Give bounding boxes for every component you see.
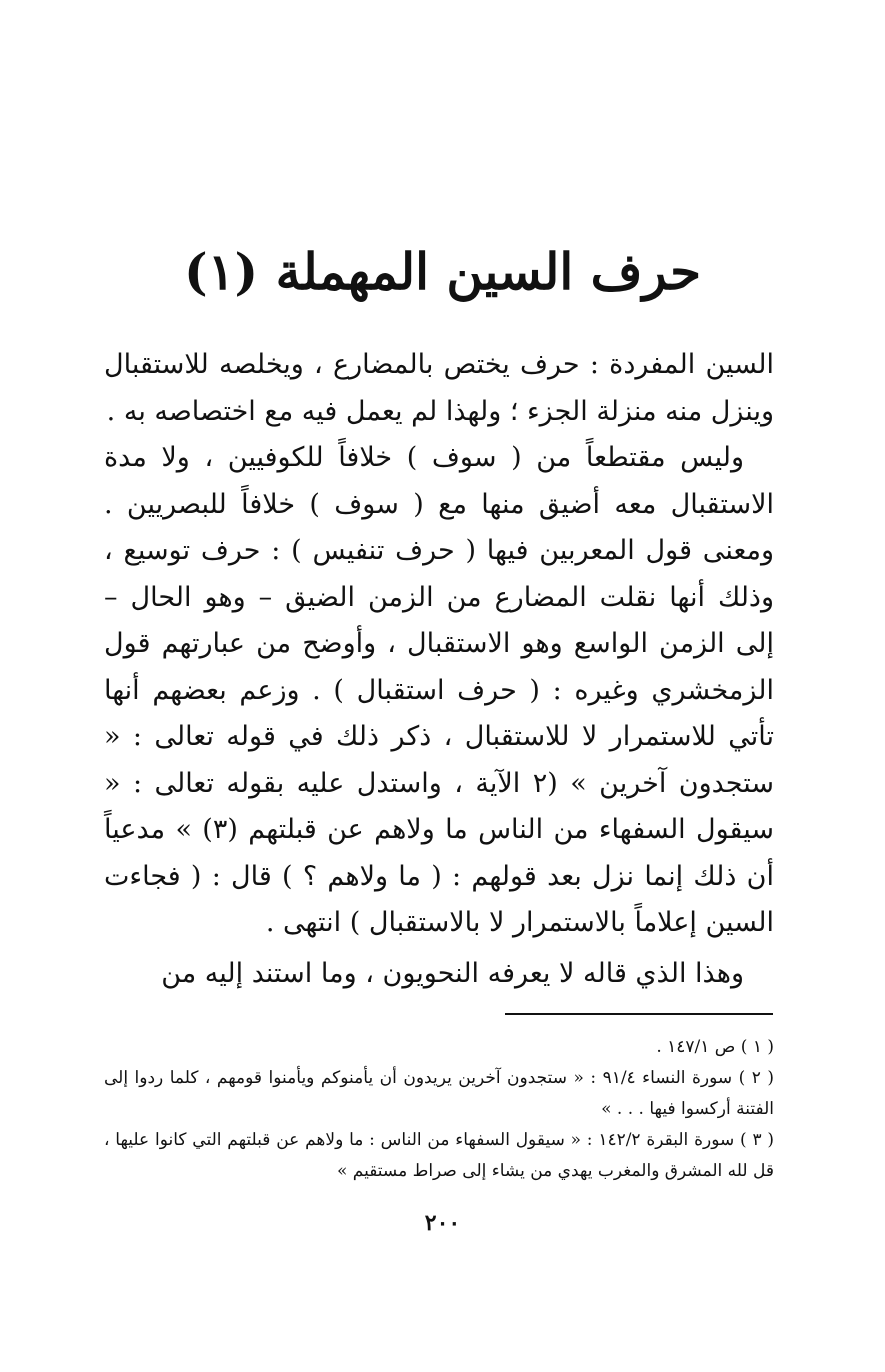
page-number: ٢٠٠ [424,1210,461,1236]
footnotes [104,1032,774,1187]
paragraph-1: السين المفردة : حرف يختص بالمضارع ، ويخلصه للاستقبال وينزل منه منزلة الجزء ؛ ولهذا لم يعمل فيه مع اختصاصه به . [104,349,774,427]
footnote-3: ( ٣ ) سورة البقرة ١٤٢/٢ : « سيقول السفهاء من الناس : ما ولاهم عن قبلتهم التي كانوا عليها ، قل لله المشرق والمغرب يهدي من يشاء إلى صراط مستقيم » [104,1130,774,1181]
main-text [104,342,774,997]
footnote-divider [505,1013,773,1015]
paragraph-2: وليس مقتطعاً من ( سوف ) خلافاً للكوفيين ، ولا مدة الاستقبال معه أضيق منها مع ( سوف ) خلافاً للبصريين . ومعنى قول المعربين فيها ( حرف تنفيس ) : حرف توسيع ، وذلك أنها نقلت المضارع من الزمن الضيق – وهو الحال – إلى الزمن الواسع وهو الاستقبال ، وأوضح من عبارتهم قول الزمخشري وغيره : ( حرف استقبال ) . وزعم بعضهم أنها تأتي للاستمرار لا للاستقبال ، ذكر ذلك في قوله تعالى : « ستجدون آخرين » (٢ الآية ، واستدل عليه بقوله تعالى : « سيقول السفهاء من الناس ما ولاهم عن قبلتهم (٣) » مدعياً أن ذلك إنما نزل بعد قولهم : ( ما ولاهم ؟ ) قال : ( فجاءت السين إعلاماً بالاستمرار لا بالاستقبال ) انتهى . [104,442,774,938]
paragraph-3: وهذا الذي قاله لا يعرفه النحويون ، وما استند إليه من [161,957,744,989]
footnote-2: ( ٢ ) سورة النساء ٩١/٤ : « ستجدون آخرين يريدون أن يأمنوكم ويأمنوا قومهم ، كلما ردوا إلى الفتنة أركسوا فيها . . . » [104,1068,774,1119]
footnote-1: ( ١ ) ص ١٤٧/١ . [656,1037,774,1057]
chapter-title: حرف السين المهملة (١) [184,242,701,301]
